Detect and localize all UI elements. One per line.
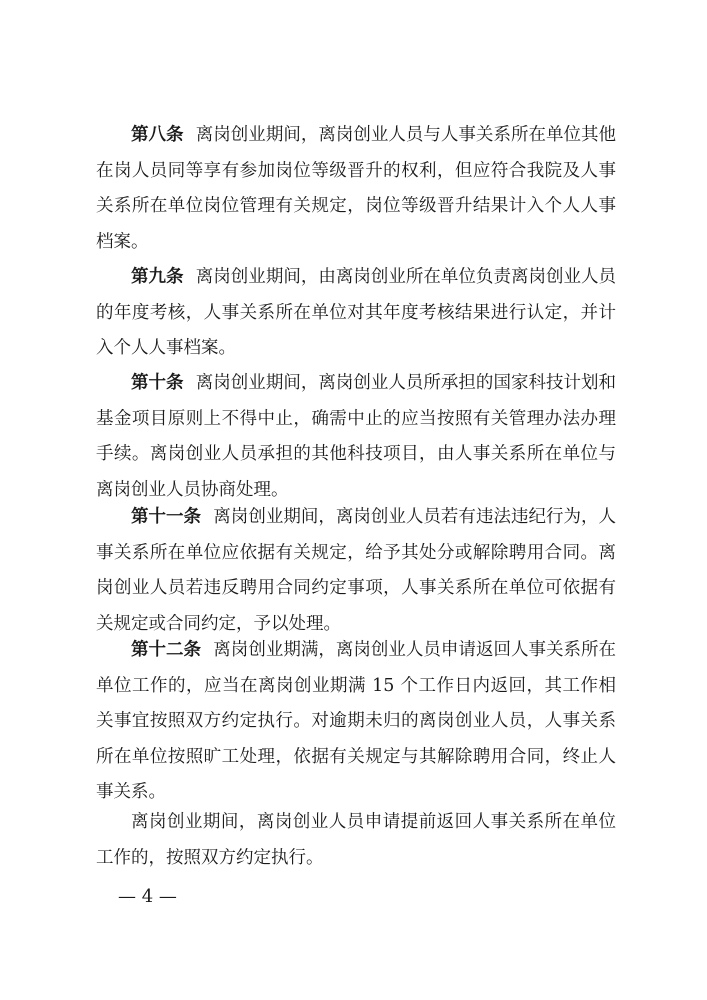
article-10 — [96, 366, 616, 508]
article-number: 第八条 — [131, 125, 184, 145]
article-text: 离岗创业期间，离岗创业人员若有违法违纪行为，人事关系所在单位应依据有关规定，给予其处分或解除聘用合同。离岗创业人员若违反聘用合同约定事项，人事关系所在单位可依据有关规定或合同约定，予以处理。 — [96, 507, 617, 634]
closing-paragraph — [96, 805, 616, 876]
page-number: — 4 — — [118, 886, 177, 907]
article-number: 第十一条 — [131, 507, 202, 527]
article-number: 第十二条 — [131, 640, 202, 660]
article-text: 离岗创业期间，由离岗创业所在单位负责离岗创业人员的年度考核，人事关系所在单位对其年度考核结果进行认定，并计入个人人事档案。 — [96, 267, 617, 359]
article-8 — [96, 118, 616, 260]
article-text: 离岗创业期满，离岗创业人员申请返回人事关系所在单位工作的，应当在离岗创业期满 15 个工作日内返回，其工作相关事宜按照双方约定执行。对逾期未归的离岗创业人员，人事关系所在单位按照旷工处理，依据有关规定与其解除聘用合同，终止人事关系。 — [96, 640, 617, 803]
article-number: 第九条 — [131, 267, 184, 287]
article-11 — [96, 500, 616, 642]
article-9 — [96, 260, 616, 367]
article-number: 第十条 — [131, 373, 184, 393]
article-text: 离岗创业期间，离岗创业人员与人事关系所在单位其他在岗人员同等享有参加岗位等级晋升的权利，但应符合我院及人事关系所在单位岗位管理有关规定，岗位等级晋升结果计入个人人事档案。 — [96, 125, 617, 252]
paragraph-text: 离岗创业期间，离岗创业人员申请提前返回人事关系所在单位工作的，按照双方约定执行。 — [96, 812, 616, 868]
article-12 — [96, 633, 616, 811]
article-text: 离岗创业期间，离岗创业人员所承担的国家科技计划和基金项目原则上不得中止，确需中止的应当按照有关管理办法办理手续。离岗创业人员承担的其他科技项目，由人事关系所在单位与离岗创业人员协商处理。 — [96, 373, 617, 500]
